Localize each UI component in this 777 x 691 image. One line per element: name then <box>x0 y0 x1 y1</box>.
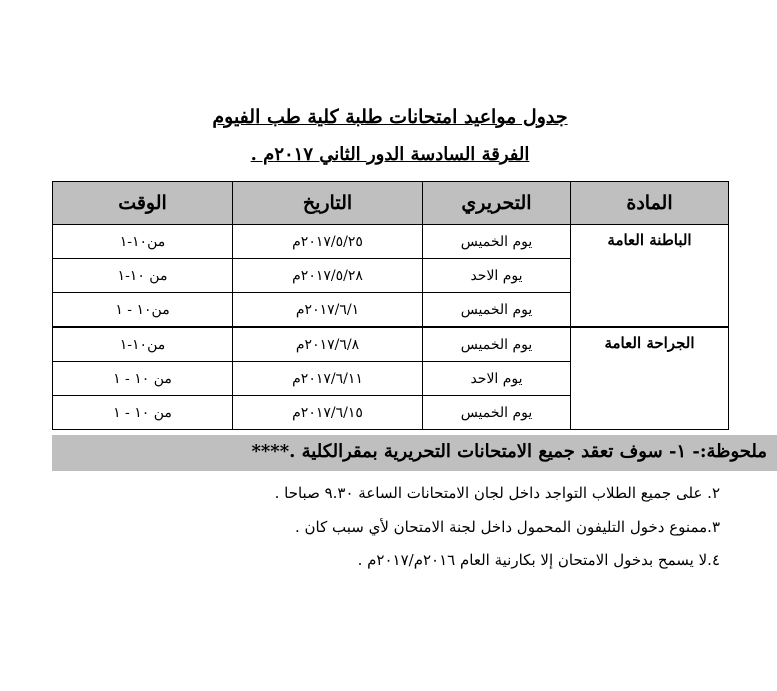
time-cell: من١٠-١ <box>53 327 233 362</box>
note-item: ٢. على جميع الطلاب التواجد داخل لجان الامتحانات الساعة ٩.٣٠ صباحا . <box>274 484 720 502</box>
day-cell: يوم الاحد <box>423 259 571 293</box>
subject-cell: الباطنة العامة <box>571 225 729 328</box>
header-written: التحريري <box>423 182 571 225</box>
time-cell: من ١٠ - ١ <box>53 362 233 396</box>
day-cell: يوم الخميس <box>423 327 571 362</box>
table-header-row <box>53 182 729 225</box>
date-cell: ٢٠١٧/٦/١٥م <box>233 396 423 430</box>
date-cell: ٢٠١٧/٦/٨م <box>233 327 423 362</box>
note-banner <box>52 435 777 471</box>
time-cell: من ١٠-١ <box>53 259 233 293</box>
note-item: ٣.ممنوع دخول التليفون المحمول داخل لجنة الامتحان لأي سبب كان . <box>294 518 720 536</box>
table-row <box>53 327 729 362</box>
page-title: جدول مواعيد امتحانات طلبة كلية طب الفيوم <box>212 106 568 128</box>
header-time: الوقت <box>53 182 233 225</box>
table-row <box>53 225 729 259</box>
date-cell: ٢٠١٧/٦/١١م <box>233 362 423 396</box>
day-cell: يوم الخميس <box>423 225 571 259</box>
header-date: التاريخ <box>233 182 423 225</box>
day-cell: يوم الاحد <box>423 362 571 396</box>
day-cell: يوم الخميس <box>423 293 571 328</box>
date-cell: ٢٠١٧/٦/١م <box>233 293 423 328</box>
note-item: ٤.لا يسمح بدخول الامتحان إلا بكارنية العام ٢٠١٦م/٢٠١٧م . <box>357 551 720 569</box>
time-cell: من ١٠ - ١ <box>53 396 233 430</box>
time-cell: من١٠ - ١ <box>53 293 233 328</box>
subject-cell: الجراحة العامة <box>571 327 729 430</box>
date-cell: ٢٠١٧/٥/٢٥م <box>233 225 423 259</box>
note-heading: ملحوظة:- ١- سوف تعقد جميع الامتحانات التحريرية بمقرالكلية .**** <box>251 441 767 462</box>
page-subtitle: الفرقة السادسة الدور الثاني ٢٠١٧م . <box>250 144 530 165</box>
exam-schedule-table <box>52 181 729 430</box>
header-subject: المادة <box>571 182 729 225</box>
date-cell: ٢٠١٧/٥/٢٨م <box>233 259 423 293</box>
day-cell: يوم الخميس <box>423 396 571 430</box>
time-cell: من١٠-١ <box>53 225 233 259</box>
